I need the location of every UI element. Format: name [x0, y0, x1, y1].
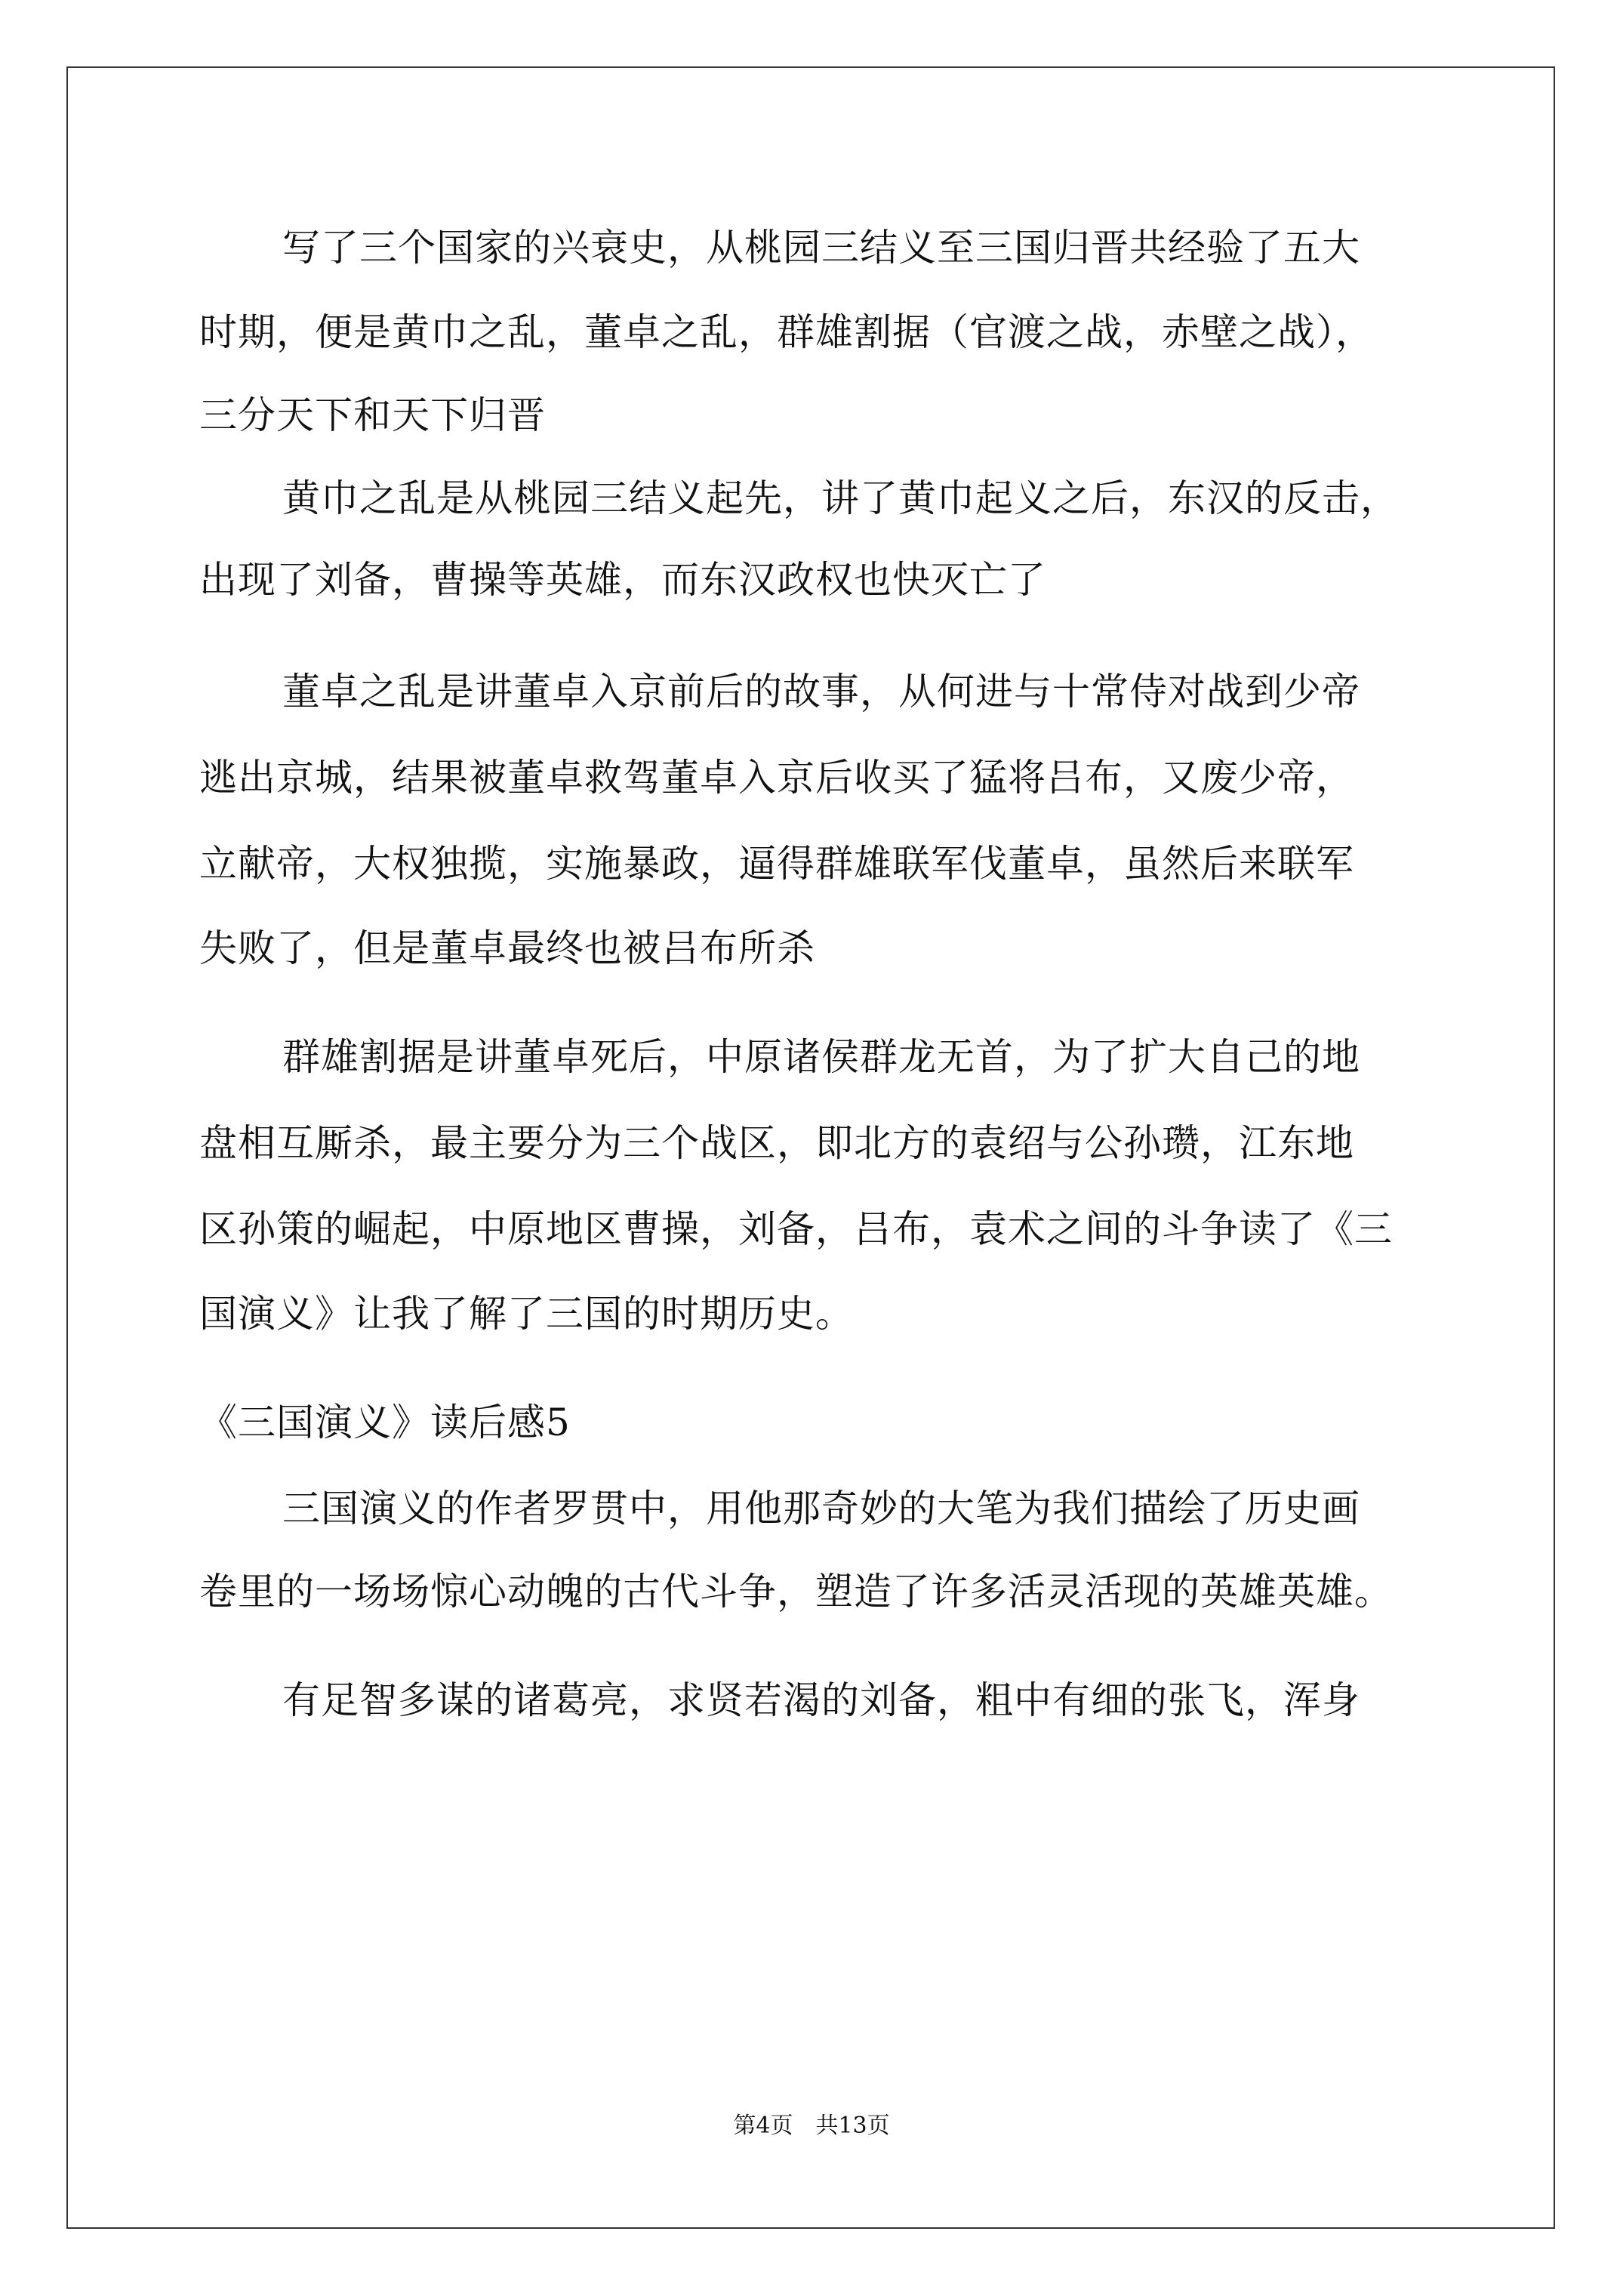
text-line: 黄巾之乱是从桃园三结义起先，讲了黄巾起义之后，东汉的反击，	[282, 476, 1399, 520]
text-line: 卷里的一场场惊心动魄的古代斗争，塑造了许多活灵活现的英雄英雄。	[199, 1570, 1393, 1613]
text-line: 盘相互厮杀，最主要分为三个战区，即北方的袁绍与公孙瓒，江东地	[199, 1121, 1354, 1165]
text-line: 群雄割据是讲董卓死后，中原诸侯群龙无首，为了扩大自己的地	[282, 1035, 1360, 1079]
text-line: 区孙策的崛起，中原地区曹操，刘备，吕布，袁术之间的斗争读了《三	[199, 1207, 1393, 1251]
text-line: 立献帝，大权独揽，实施暴政，逼得群雄联军伐董卓，虽然后来联军	[199, 842, 1354, 886]
section-heading: 《三国演义》读后感5	[199, 1401, 571, 1444]
text-line: 国演义》让我了解了三国的时期历史。	[199, 1292, 854, 1336]
text-line: 三分天下和天下归晋	[199, 393, 546, 437]
text-line: 出现了刘备，曹操等英雄，而东汉政权也快灭亡了	[199, 558, 1046, 602]
text-line: 时期，便是黄巾之乱，董卓之乱，群雄割据（官渡之战，赤壁之战），	[199, 310, 1374, 354]
text-line: 失败了，但是董卓最终也被吕布所杀	[199, 926, 815, 970]
text-line: 写了三个国家的兴衰史，从桃园三结义至三国归晋共经验了五大	[282, 226, 1360, 270]
page-number-footer: 第4页 共13页	[733, 2113, 890, 2139]
text-line: 董卓之乱是讲董卓入京前后的故事，从何进与十常侍对战到少帝	[282, 670, 1360, 713]
text-line: 三国演义的作者罗贯中，用他那奇妙的大笔为我们描绘了历史画	[282, 1487, 1360, 1530]
text-line: 有足智多谋的诸葛亮，求贤若渴的刘备，粗中有细的张飞，浑身	[282, 1678, 1360, 1722]
text-line: 逃出京城，结果被董卓救驾董卓入京后收买了猛将吕布，又废少帝，	[199, 756, 1354, 800]
